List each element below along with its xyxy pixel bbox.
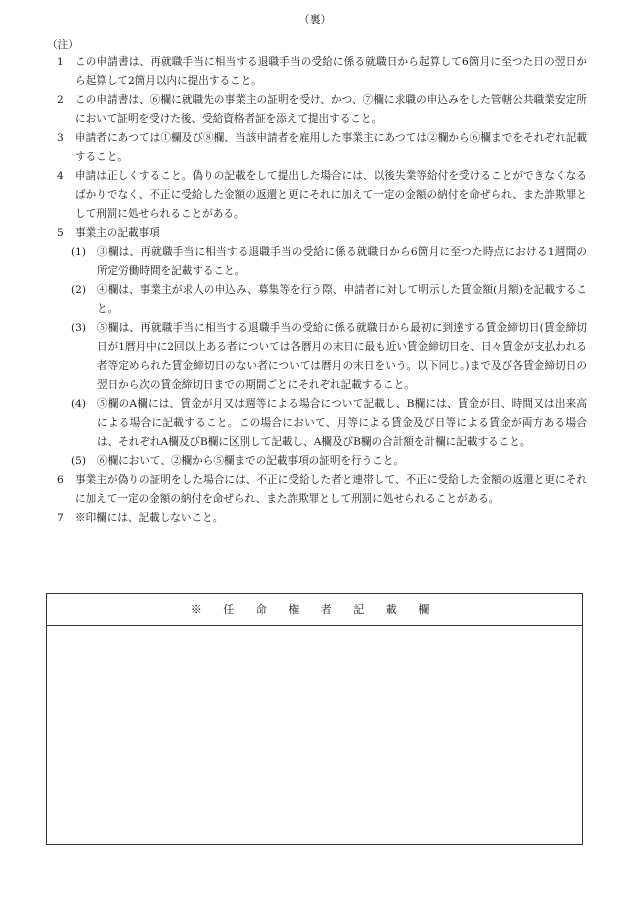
- note-text: 事業主の記載事項: [75, 227, 160, 239]
- note-number: 1: [57, 56, 64, 68]
- sub-note-number: (2): [71, 284, 87, 296]
- note-item-4: [47, 167, 587, 224]
- employer-note-1: [47, 243, 587, 281]
- notes-list: [47, 53, 587, 528]
- note-item-1: [47, 53, 587, 91]
- note-number: 4: [57, 170, 64, 182]
- note-text: この申請書は、⑥欄に就職先の事業主の証明を受け、かつ、⑦欄に求職の申込みをした管轄公共職業安定所において証明を受けた後、受給資格者証を添えて提出すること。: [75, 94, 587, 125]
- note-text: ※印欄には、記載しないこと。: [75, 512, 224, 524]
- note-item-2: [47, 91, 587, 129]
- note-item-7: [47, 509, 587, 528]
- sub-note-text: ⑤欄のA欄には、賃金が月又は週等による場合について記載し、B欄には、賃金が日、時間又は出来高による場合に記載すること。この場合において、月等による賃金及び日等による賃金が両方ある場合は、それぞれA欄及びB欄に区別して記載し、A欄及びB欄の合計額を計欄に記載すること。: [97, 398, 587, 448]
- employer-note-5: [47, 452, 587, 471]
- sub-note-number: (3): [71, 322, 87, 334]
- note-number: 2: [57, 94, 64, 106]
- note-text: 申請者にあつては①欄及び⑧欄、当該申請者を雇用した事業主にあつては②欄から⑥欄までをそれぞれ記載すること。: [75, 132, 587, 163]
- sub-note-text: ③欄は、再就職手当に相当する退職手当の受給に係る就職日から6箇月に至つた時点における1週間の所定労働時間を記載すること。: [97, 246, 587, 277]
- note-number: 5: [57, 227, 64, 239]
- appointing-authority-entry-area[interactable]: [47, 626, 582, 845]
- employer-note-3: [47, 319, 587, 395]
- note-item-5: [47, 224, 587, 243]
- sub-note-number: (4): [71, 398, 87, 410]
- sub-note-text: ⑤欄は、再就職手当に相当する退職手当の受給に係る就職日から最初に到達する賃金締切日(賃金締切日が1暦月中に2回以上ある者については各暦月の末日に最も近い賃金締切日を、日々賃金が支払われる者等定められた賃金締切日のない者については暦月の末日をいう。以下同じ。)まで及び各賃金締切日の翌日から次の賃金締切日までの期間ごとにそれぞれ記載すること。: [97, 322, 587, 391]
- note-number: 6: [57, 474, 64, 486]
- sub-note-text: ⑥欄において、②欄から⑤欄までの記載事項の証明を行うこと。: [97, 455, 405, 467]
- sub-note-number: (1): [71, 246, 87, 258]
- appointing-authority-header: ※ 任 命 権 者 記 載 欄: [47, 594, 582, 626]
- note-text: 事業主が偽りの証明をした場合には、不正に受給した者と連帯して、不正に受給した金額の返還と更にそれに加えて一定の金額の納付を命ぜられ、また詐欺罪として刑罰に処せられることがある。: [75, 474, 587, 505]
- note-text: 申請は正しくすること。偽りの記載をして提出した場合には、以後失業等給付を受けることができなくなるばかりでなく、不正に受給した金額の返還と更にそれに加えて一定の金額の納付を命ぜられ、また詐欺罪として刑罰に処せられることがある。: [75, 170, 587, 220]
- sub-note-number: (5): [71, 455, 87, 467]
- page-title: （裏）: [298, 13, 332, 26]
- appointing-authority-box: [46, 593, 583, 845]
- note-item-6: [47, 471, 587, 509]
- employer-note-4: [47, 395, 587, 452]
- note-text: この申請書は、再就職手当に相当する退職手当の受給に係る就職日から起算して6箇月に至つた日の翌日から起算して2箇月以内に提出すること。: [75, 56, 587, 87]
- employer-note-2: [47, 281, 587, 319]
- note-number: 7: [57, 512, 64, 524]
- note-number: 3: [57, 132, 64, 144]
- note-item-3: [47, 129, 587, 167]
- sub-note-text: ④欄は、事業主が求人の申込み、募集等を行う際、申請者に対して明示した賃金額(月額)を記載すること。: [97, 284, 587, 315]
- notes-heading: （注）: [47, 39, 79, 51]
